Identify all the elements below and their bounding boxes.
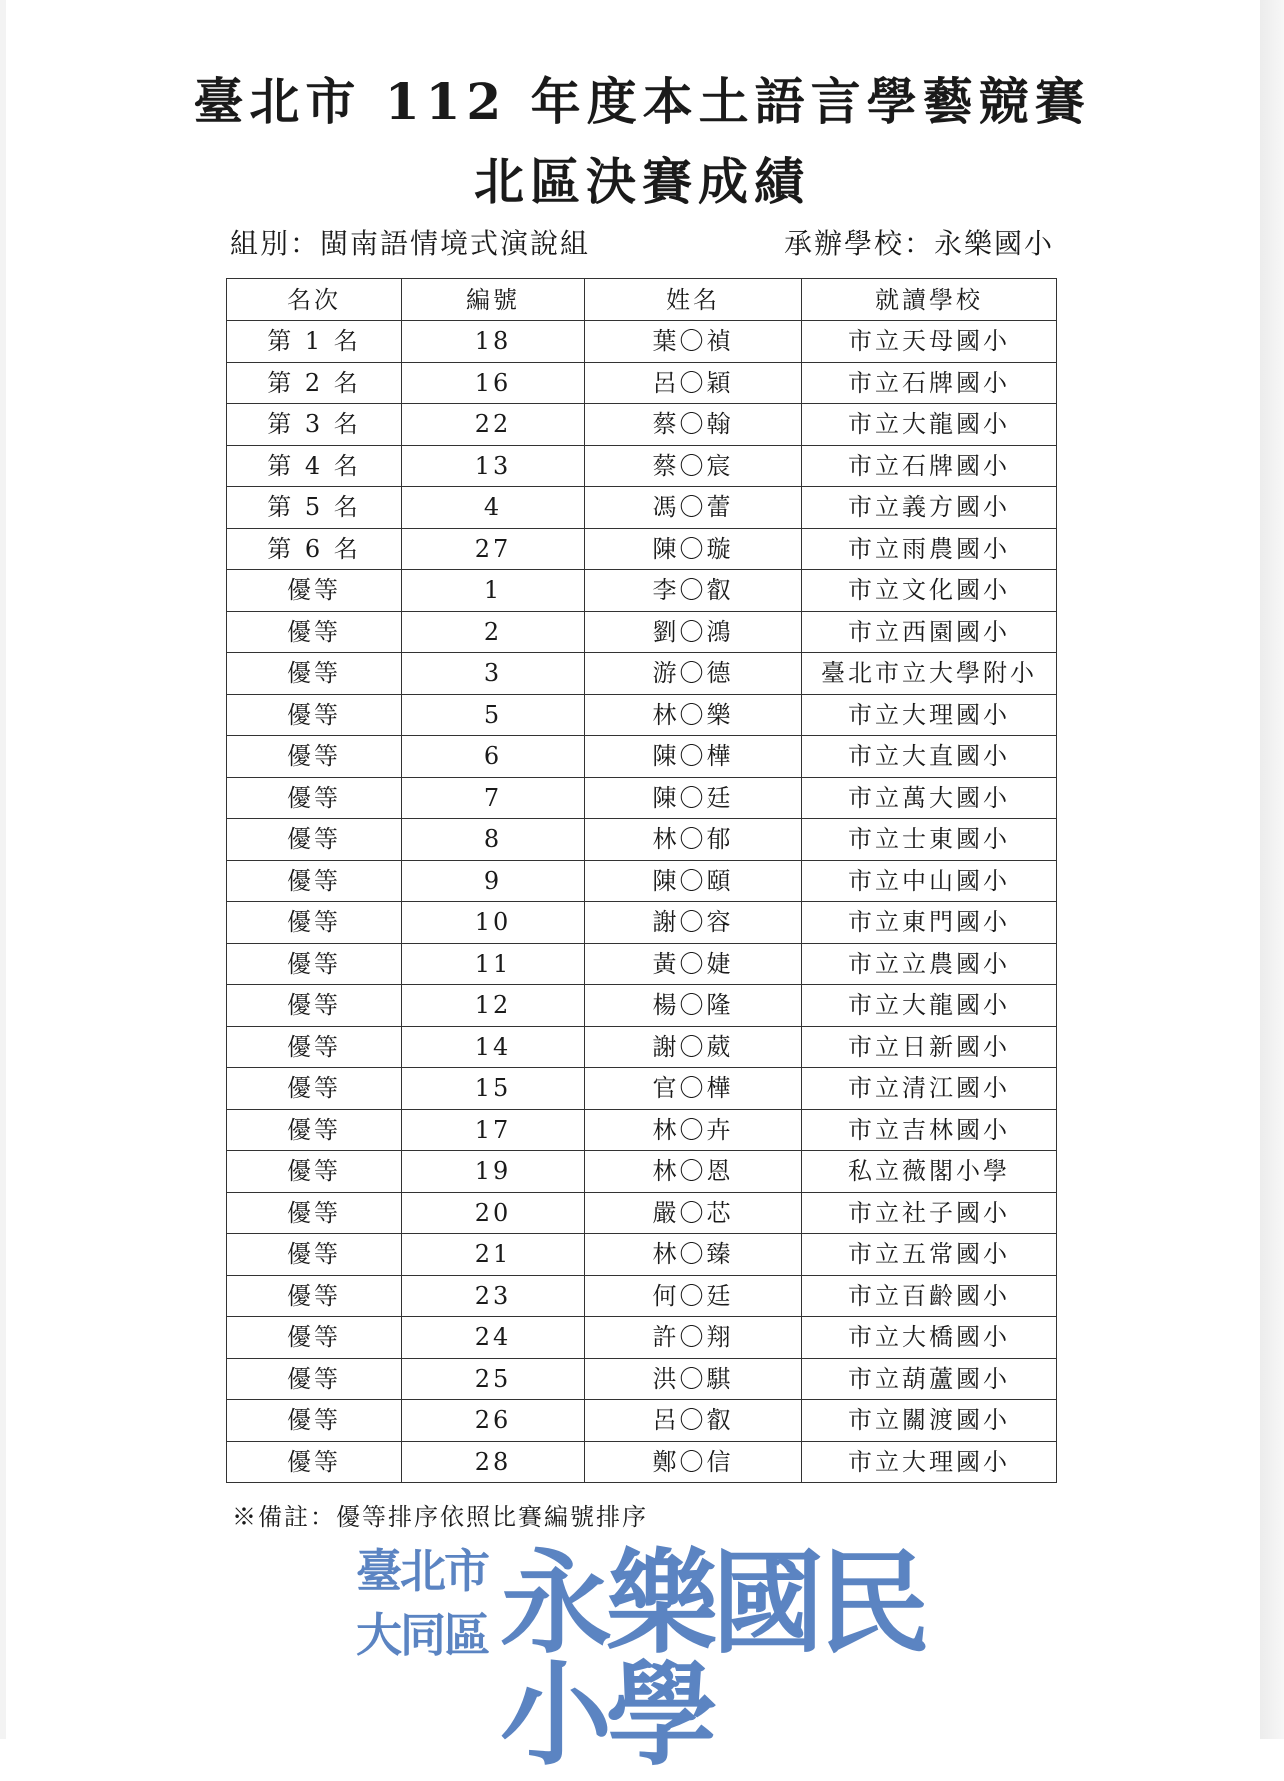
- cell-name: 陳〇璇: [585, 528, 802, 570]
- table-row: [227, 860, 1057, 902]
- cell-number: 4: [402, 487, 585, 529]
- header-name: 姓名: [585, 279, 802, 321]
- table-row: [227, 1400, 1057, 1442]
- cell-number: 25: [402, 1358, 585, 1400]
- cell-name: 蔡〇翰: [585, 404, 802, 446]
- school-seal-stamp: [350, 1539, 930, 1781]
- cell-school: 市立大龍國小: [802, 985, 1057, 1027]
- cell-number: 11: [402, 943, 585, 985]
- remark-note: ※備註：優等排序依照比賽編號排序: [232, 1503, 648, 1531]
- table-row: [227, 694, 1057, 736]
- results-table-header: [227, 279, 1057, 321]
- cell-number: 19: [402, 1151, 585, 1193]
- cell-name: 楊〇隆: [585, 985, 802, 1027]
- results-table-body: [227, 321, 1057, 1483]
- cell-name: 林〇卉: [585, 1109, 802, 1151]
- cell-school: 市立石牌國小: [802, 445, 1057, 487]
- cell-school: 市立石牌國小: [802, 362, 1057, 404]
- cell-number: 24: [402, 1317, 585, 1359]
- header-row: [227, 279, 1057, 321]
- stamp-line-district: 大同區: [356, 1608, 488, 1662]
- cell-school: 市立西園國小: [802, 611, 1057, 653]
- cell-rank: 優等: [227, 985, 402, 1027]
- cell-rank: 第 4 名: [227, 445, 402, 487]
- cell-rank: 優等: [227, 736, 402, 778]
- table-row: [227, 404, 1057, 446]
- cell-school: 市立文化國小: [802, 570, 1057, 612]
- table-row: [227, 1109, 1057, 1151]
- table-row: [227, 1441, 1057, 1483]
- stamp-line-city: 臺北市: [356, 1544, 488, 1598]
- table-row: [227, 1192, 1057, 1234]
- table-row: [227, 1317, 1057, 1359]
- cell-number: 17: [402, 1109, 585, 1151]
- cell-name: 劉〇鴻: [585, 611, 802, 653]
- cell-name: 林〇樂: [585, 694, 802, 736]
- cell-school: 臺北市立大學附小: [802, 653, 1057, 695]
- cell-number: 26: [402, 1400, 585, 1442]
- table-row: [227, 321, 1057, 363]
- cell-school: 市立大直國小: [802, 736, 1057, 778]
- table-row: [227, 777, 1057, 819]
- cell-rank: 優等: [227, 1192, 402, 1234]
- cell-name: 蔡〇宸: [585, 445, 802, 487]
- cell-rank: 第 1 名: [227, 321, 402, 363]
- results-table: [226, 278, 1057, 1483]
- table-row: [227, 528, 1057, 570]
- table-row: [227, 570, 1057, 612]
- cell-school: 市立天母國小: [802, 321, 1057, 363]
- table-row: [227, 362, 1057, 404]
- cell-number: 21: [402, 1234, 585, 1276]
- table-row: [227, 1068, 1057, 1110]
- group-label: 組別：閩南語情境式演說組: [230, 227, 591, 260]
- document-title: 臺北市 112 年度本土語言學藝競賽: [193, 72, 1091, 131]
- cell-rank: 優等: [227, 819, 402, 861]
- cell-rank: 優等: [227, 1068, 402, 1110]
- cell-name: 官〇樺: [585, 1068, 802, 1110]
- document-subtitle: 北區決賽成績: [474, 152, 810, 211]
- cell-rank: 第 2 名: [227, 362, 402, 404]
- cell-number: 10: [402, 902, 585, 944]
- cell-rank: 第 6 名: [227, 528, 402, 570]
- cell-school: 市立中山國小: [802, 860, 1057, 902]
- cell-rank: 第 3 名: [227, 404, 402, 446]
- cell-name: 何〇廷: [585, 1275, 802, 1317]
- cell-name: 洪〇騏: [585, 1358, 802, 1400]
- cell-rank: 優等: [227, 1026, 402, 1068]
- cell-rank: 優等: [227, 611, 402, 653]
- cell-school: 市立士東國小: [802, 819, 1057, 861]
- table-row: [227, 1234, 1057, 1276]
- cell-school: 市立雨農國小: [802, 528, 1057, 570]
- cell-rank: 第 5 名: [227, 487, 402, 529]
- cell-number: 6: [402, 736, 585, 778]
- table-row: [227, 611, 1057, 653]
- cell-name: 林〇郁: [585, 819, 802, 861]
- cell-name: 葉〇禎: [585, 321, 802, 363]
- table-row: [227, 445, 1057, 487]
- cell-school: 市立義方國小: [802, 487, 1057, 529]
- cell-number: 27: [402, 528, 585, 570]
- cell-name: 林〇恩: [585, 1151, 802, 1193]
- table-row: [227, 819, 1057, 861]
- cell-school: 市立立農國小: [802, 943, 1057, 985]
- cell-rank: 優等: [227, 1151, 402, 1193]
- cell-school: 市立五常國小: [802, 1234, 1057, 1276]
- cell-school: 市立大橋國小: [802, 1317, 1057, 1359]
- cell-number: 12: [402, 985, 585, 1027]
- table-row: [227, 985, 1057, 1027]
- cell-school: 市立吉林國小: [802, 1109, 1057, 1151]
- cell-rank: 優等: [227, 653, 402, 695]
- cell-number: 23: [402, 1275, 585, 1317]
- cell-name: 李〇叡: [585, 570, 802, 612]
- header-number: 編號: [402, 279, 585, 321]
- cell-number: 7: [402, 777, 585, 819]
- cell-name: 鄭〇信: [585, 1441, 802, 1483]
- cell-number: 15: [402, 1068, 585, 1110]
- cell-school: 市立大龍國小: [802, 404, 1057, 446]
- cell-school: 市立關渡國小: [802, 1400, 1057, 1442]
- table-row: [227, 736, 1057, 778]
- cell-school: 市立萬大國小: [802, 777, 1057, 819]
- table-row: [227, 1358, 1057, 1400]
- cell-number: 1: [402, 570, 585, 612]
- cell-name: 謝〇容: [585, 902, 802, 944]
- cell-number: 8: [402, 819, 585, 861]
- cell-number: 13: [402, 445, 585, 487]
- cell-rank: 優等: [227, 860, 402, 902]
- cell-number: 22: [402, 404, 585, 446]
- table-row: [227, 1026, 1057, 1068]
- cell-rank: 優等: [227, 570, 402, 612]
- cell-rank: 優等: [227, 777, 402, 819]
- cell-school: 市立清江國小: [802, 1068, 1057, 1110]
- table-row: [227, 653, 1057, 695]
- table-row: [227, 1151, 1057, 1193]
- stamp-school-name: 永樂國民小學: [500, 1539, 924, 1781]
- cell-rank: 優等: [227, 694, 402, 736]
- cell-rank: 優等: [227, 1400, 402, 1442]
- cell-number: 16: [402, 362, 585, 404]
- cell-rank: 優等: [227, 1275, 402, 1317]
- cell-number: 28: [402, 1441, 585, 1483]
- cell-name: 許〇翔: [585, 1317, 802, 1359]
- header-school: 就讀學校: [802, 279, 1057, 321]
- cell-number: 14: [402, 1026, 585, 1068]
- header-rank: 名次: [227, 279, 402, 321]
- cell-rank: 優等: [227, 943, 402, 985]
- cell-name: 游〇德: [585, 653, 802, 695]
- cell-name: 呂〇穎: [585, 362, 802, 404]
- cell-name: 林〇臻: [585, 1234, 802, 1276]
- cell-rank: 優等: [227, 902, 402, 944]
- cell-number: 9: [402, 860, 585, 902]
- cell-rank: 優等: [227, 1358, 402, 1400]
- table-row: [227, 487, 1057, 529]
- cell-name: 黃〇婕: [585, 943, 802, 985]
- cell-school: 市立葫蘆國小: [802, 1358, 1057, 1400]
- cell-rank: 優等: [227, 1109, 402, 1151]
- cell-name: 陳〇樺: [585, 736, 802, 778]
- cell-school: 市立大理國小: [802, 1441, 1057, 1483]
- cell-school: 市立社子國小: [802, 1192, 1057, 1234]
- cell-name: 陳〇廷: [585, 777, 802, 819]
- cell-school: 私立薇閣小學: [802, 1151, 1057, 1193]
- cell-rank: 優等: [227, 1234, 402, 1276]
- table-row: [227, 943, 1057, 985]
- cell-name: 馮〇蕾: [585, 487, 802, 529]
- table-row: [227, 902, 1057, 944]
- cell-number: 3: [402, 653, 585, 695]
- cell-school: 市立百齡國小: [802, 1275, 1057, 1317]
- cell-name: 陳〇頤: [585, 860, 802, 902]
- cell-school: 市立日新國小: [802, 1026, 1057, 1068]
- host-school-label: 承辦學校：永樂國小: [783, 227, 1054, 260]
- cell-school: 市立大理國小: [802, 694, 1057, 736]
- cell-name: 呂〇叡: [585, 1400, 802, 1442]
- cell-number: 5: [402, 694, 585, 736]
- cell-number: 18: [402, 321, 585, 363]
- cell-name: 嚴〇芯: [585, 1192, 802, 1234]
- cell-number: 20: [402, 1192, 585, 1234]
- cell-rank: 優等: [227, 1317, 402, 1359]
- cell-school: 市立東門國小: [802, 902, 1057, 944]
- cell-number: 2: [402, 611, 585, 653]
- cell-name: 謝〇葳: [585, 1026, 802, 1068]
- scan-right-edge: [1260, 0, 1284, 1739]
- cell-rank: 優等: [227, 1441, 402, 1483]
- table-row: [227, 1275, 1057, 1317]
